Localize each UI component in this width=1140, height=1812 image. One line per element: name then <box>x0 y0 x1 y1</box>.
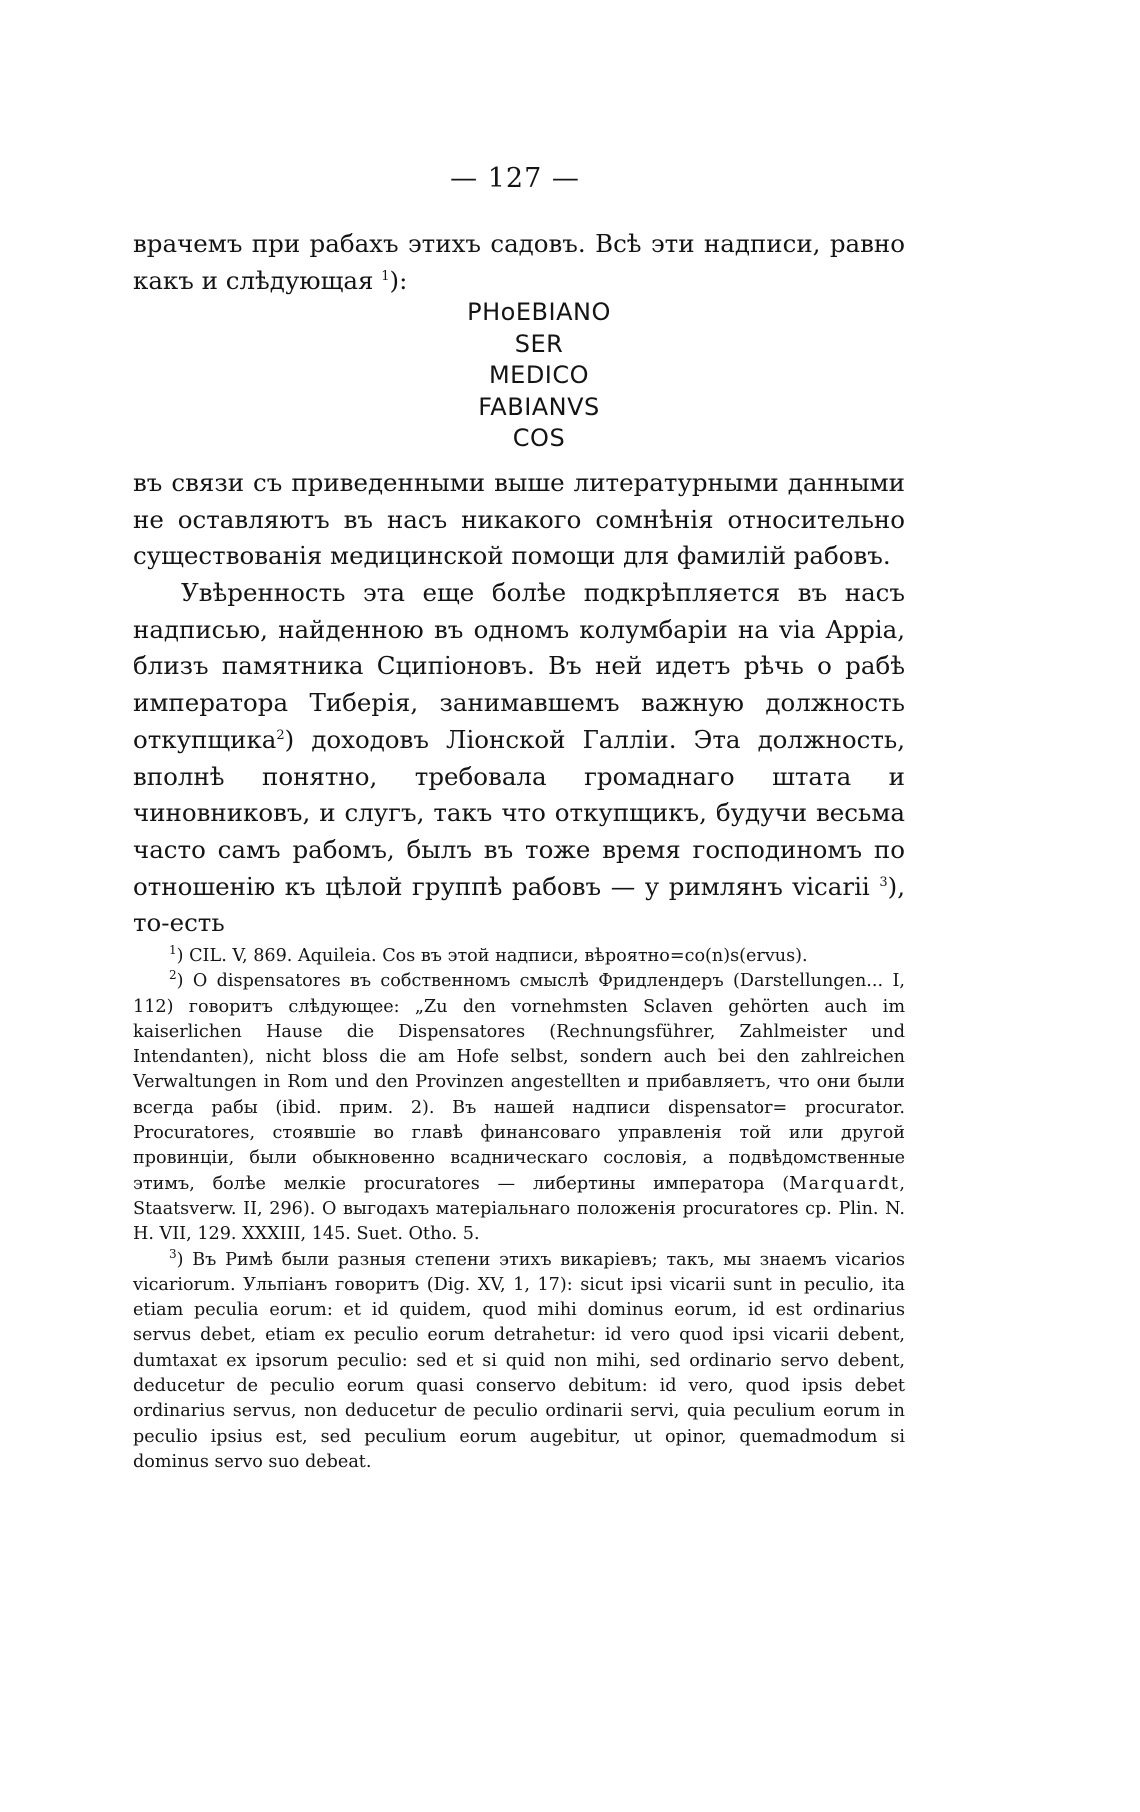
text-span: ), то-есть <box>133 871 905 938</box>
footnote-text: ) O dispensatores въ собственномъ смыслѣ Фридлендеръ (Darstellungen... I, 112) говоритъ слѣдующее: „Zu den vornehmsten Sclaven gehörten auch im kaiserlichen Hause die Dispensatores (Rechnungsführer, Zahlmeister und Intendanten), nicht bloss die am Hofe selbst, sondern auch bei den zahlreichen Verwaltungen in Rom und den Provinzen angestellten и прибавляетъ, что они были всегда рабы (ibid. прим. 2). Въ нашей надписи dispensator= procurator. Procuratores, стоявшіе во главѣ финансоваго управленія той или другой провинціи, были обыкновенно всадническаго сословія, а подвѣдомственные этимъ, болѣе мелкіе procuratores — либертины императора ( <box>133 971 905 1194</box>
footnote-marker: 1 <box>169 943 177 957</box>
text-span: ): <box>389 265 408 295</box>
inscription-line: COS <box>512 424 566 453</box>
text-span: ) доходовъ Ліонской Галліи. Эта должность, вполнѣ понятно, требовала громаднаго штата и чиновниковъ, и слугъ, такъ что откупщикъ, будучи весьма часто самъ рабомъ, былъ въ тоже время господиномъ по отношенію къ цѣлой группѣ рабовъ — у римлянъ vicarii <box>133 724 905 901</box>
footnote-ref: 2 <box>276 727 285 743</box>
footnotes <box>133 944 905 1475</box>
inscription-line: MEDICO <box>488 361 590 390</box>
text-span: Увѣренность эта еще болѣе подкрѣпляется въ насъ надписью, найденною въ одномъ колумбаріи на via Appia, близъ памятника Сципіоновъ. Въ ней идетъ рѣчь о рабѣ императора Тиберія, занимавшемъ важную должность откупщика <box>133 578 905 754</box>
paragraph-1: въ связи съ приведенными выше литературными данными не оставляютъ въ насъ никакого сомнѣнія относительно существованія медицинской помощи для фамилій рабовъ. <box>133 467 905 571</box>
footnote-ref: 1 <box>381 268 390 284</box>
footnote-1 <box>133 944 905 969</box>
main-text <box>133 226 905 942</box>
footnote-ref: 3 <box>879 874 888 890</box>
inscription-line: SER <box>514 329 564 358</box>
page-number: — 127 — <box>450 163 580 194</box>
footnote-marker: 2 <box>169 968 177 983</box>
footnote-text: ) Въ Римѣ были разныя степени этихъ викаріевъ; такъ, мы знаемъ vicarios vicariorum. Ульпіанъ говоритъ (Dig. XV, 1, 17): sicut ipsi vicarii sunt in peculio, ita etiam peculia eorum: et id quidem, quod mihi dominus eorum, id est ordinarius servus debet, etiam ex peculio eorum detrahetur: id vero quod ipsi vicarii debent, dumtaxat ex ipsorum peculio: sed et si quid non mihi, sed ordinario servo debent, deducetur de peculio eorum quasi conservo debitum: id vero, quod ipsis debet ordinarius servus, non deducetur de peculio ordinarii servi, quia peculium eorum in peculio ipsius est, sed peculium eorum augebitur, ut opinor, quemadmodum si dominus servo suo debeat. <box>133 1249 905 1472</box>
footnote-author: Marquardt <box>789 1173 900 1194</box>
latin-inscription <box>133 297 905 455</box>
footnote-3 <box>133 1248 905 1476</box>
inscription-line: PHoEBIANO <box>467 298 611 327</box>
footnote-marker: 3 <box>169 1246 177 1261</box>
text-span: какъ и слѣдующая <box>133 265 374 295</box>
inscription-line: FABIANVS <box>478 392 600 421</box>
text-line <box>133 263 905 300</box>
paragraph-2 <box>133 575 905 942</box>
footnote-text: ) CIL. V, 869. Aquileia. Cos въ этой надписи, вѣроятно=co(n)s(ervus). <box>176 946 808 966</box>
footnote-text: , Staatsverw. II, 296). O выгодахъ матеріальнаго положенія procuratores cp. Plin. N. H. VII, 129. XXXIII, 145. Suet. Otho. 5. <box>133 1173 905 1245</box>
footnote-2 <box>133 969 905 1247</box>
text-line: врачемъ при рабахъ этихъ садовъ. Всѣ эти надписи, равно <box>133 229 905 258</box>
